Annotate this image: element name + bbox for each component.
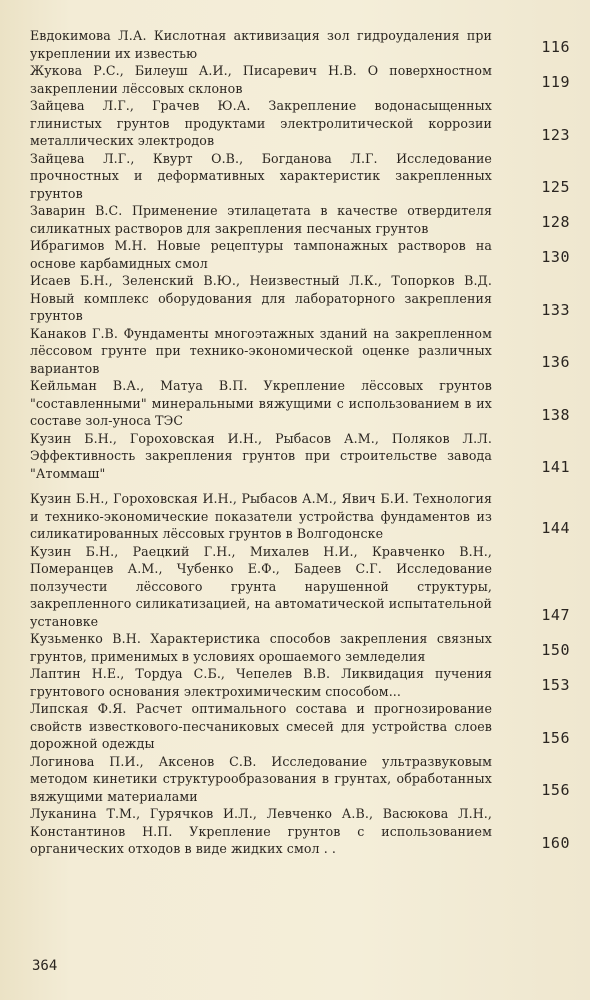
entry-page-number: 116 bbox=[541, 38, 570, 56]
toc-entry bbox=[30, 805, 570, 858]
toc-entry bbox=[30, 27, 570, 62]
entry-title: Ибрагимов М.Н. Новые рецептуры тампонажных растворов на основе карбамидных смол bbox=[30, 238, 492, 271]
toc-entry bbox=[30, 272, 570, 325]
toc-entry bbox=[30, 700, 570, 753]
entry-page-number: 160 bbox=[541, 833, 570, 852]
toc-entry bbox=[30, 62, 570, 97]
toc-entry bbox=[30, 490, 570, 543]
entry-title: Кузин Б.Н., Гороховская И.Н., Рыбасов А.М., Явич Б.И. Технология и технико-экономические показатели устройства фундаментов из силикатированных лёссовых грунтов в Волгодонске bbox=[30, 491, 492, 541]
toc-entry bbox=[30, 430, 570, 483]
entry-page-number: 123 bbox=[541, 125, 570, 144]
toc-entry bbox=[30, 202, 570, 237]
entry-page-number: 150 bbox=[541, 641, 570, 659]
table-of-contents bbox=[30, 27, 570, 858]
entry-title: Кейльман В.А., Матуа В.П. Укрепление лёссовых грунтов "составленными" минеральными вяжущими с использованием в их составе зол-уноса ТЭС bbox=[30, 378, 492, 428]
toc-entry bbox=[30, 150, 570, 203]
entry-page-number: 141 bbox=[541, 458, 570, 476]
entry-page-number: 128 bbox=[541, 213, 570, 231]
entry-page-number: 133 bbox=[541, 300, 570, 319]
toc-entry bbox=[30, 377, 570, 430]
entry-title: Исаев Б.Н., Зеленский В.Ю., Неизвестный Л.К., Топорков В.Д. Новый комплекс оборудования для лабораторного закрепления грунтов bbox=[30, 273, 492, 323]
entry-title: Кузин Б.Н., Раецкий Г.Н., Михалев Н.И., Кравченко В.Н., Померанцев А.М., Чубенко Е.Ф., Бадеев С.Г. Исследование ползучести лёссового грунта нарушенной структуры, закрепленного силикатизацией, на автоматической испытательной установке bbox=[30, 543, 492, 629]
toc-entry bbox=[30, 665, 570, 700]
toc-entry bbox=[30, 97, 570, 150]
entry-page-number: 147 bbox=[541, 606, 570, 624]
entry-title: Заварин В.С. Применение этилацетата в качестве отвердителя силикатных растворов для закрепления песчаных грунтов bbox=[30, 203, 492, 236]
toc-entry bbox=[30, 543, 570, 631]
entry-title: Зайцева Л.Г., Грачев Ю.А. Закрепление водонасыщенных глинистых грунтов продуктами электролитической коррозии металлических электродов bbox=[30, 98, 492, 148]
entry-page-number: 119 bbox=[541, 73, 570, 91]
entry-title: Кузин Б.Н., Гороховская И.Н., Рыбасов А.М., Поляков Л.Л. Эффективность закрепления грунтов при строительстве завода "Атоммаш" bbox=[30, 430, 492, 481]
entry-page-number: 138 bbox=[541, 405, 570, 424]
entry-title: Кузьменко В.Н. Характеристика способов закрепления связных грунтов, применимых в условиях орошаемого земледелия bbox=[30, 631, 492, 664]
entry-page-number: 125 bbox=[541, 178, 570, 196]
entry-title: Луканина Т.М., Гурячков И.Л., Левченко А.В., Васюкова Л.Н., Константинов Н.П. Укрепление грунтов с использованием органических отходов в виде жидких смол . . bbox=[30, 806, 492, 856]
entry-title: Лаптин Н.Е., Тордуа С.Б., Чепелев В.В. Ликвидация пучения грунтового основания электрохимическим способом... bbox=[30, 666, 492, 699]
toc-entry bbox=[30, 237, 570, 272]
entry-page-number: 144 bbox=[541, 518, 570, 537]
entry-title: Логинова П.И., Аксенов С.В. Исследование ультразвуковым методом кинетики структурообразования в грунтах, обработанных вяжущими материалами bbox=[30, 753, 492, 804]
entry-page-number: 130 bbox=[541, 248, 570, 266]
page-number: 364 bbox=[32, 958, 58, 974]
entry-title: Жукова Р.С., Билеуш А.И., Писаревич Н.В. О поверхностном закреплении лёссовых склонов bbox=[30, 63, 492, 96]
toc-entry bbox=[30, 630, 570, 665]
toc-entry bbox=[30, 753, 570, 806]
entry-title: Зайцева Л.Г., Квурт О.В., Богданова Л.Г. Исследование прочностных и деформативных характеристик закрепленных грунтов bbox=[30, 150, 492, 201]
entry-page-number: 156 bbox=[541, 781, 570, 799]
entry-title: Канаков Г.В. Фундаменты многоэтажных зданий на закрепленном лёссовом грунте при технико-экономической оценке различных вариантов bbox=[30, 325, 492, 376]
entry-title: Евдокимова Л.А. Кислотная активизация зол гидроудаления при укреплении их известью bbox=[30, 28, 492, 61]
entry-page-number: 156 bbox=[541, 728, 570, 747]
toc-entry bbox=[30, 325, 570, 378]
entry-page-number: 136 bbox=[541, 353, 570, 371]
entry-title: Липская Ф.Я. Расчет оптимального состава и прогнозирование свойств известкового-песчаниковых смесей для устройства слоев дорожной одежды bbox=[30, 701, 492, 751]
entry-page-number: 153 bbox=[541, 676, 570, 694]
